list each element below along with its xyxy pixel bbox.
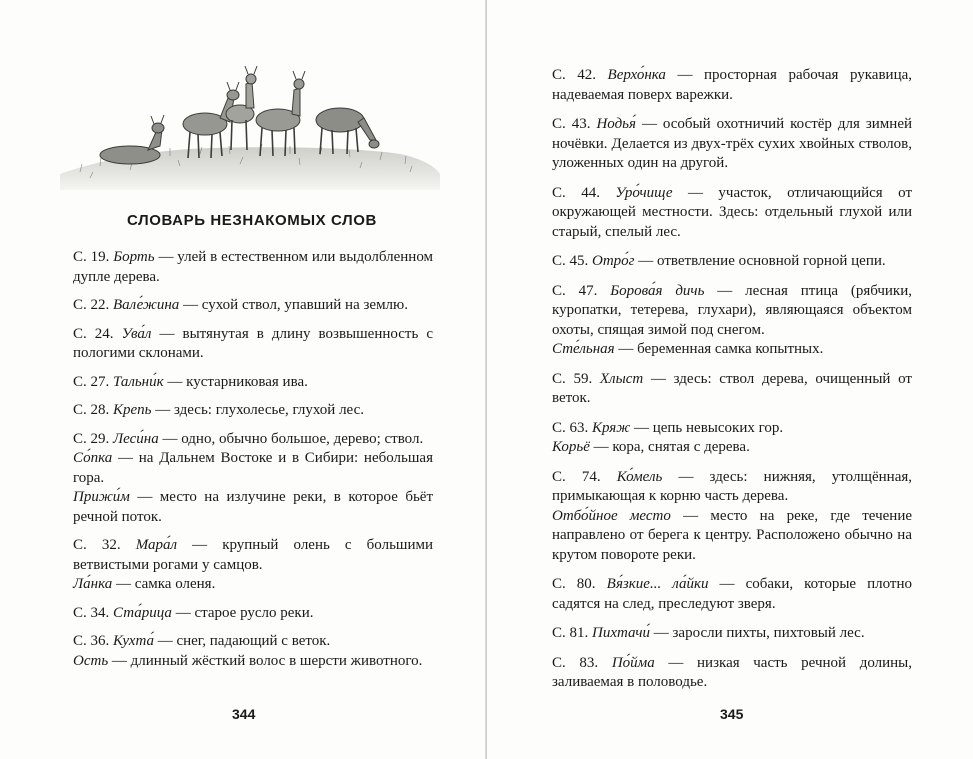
glossary-definition: — вытянутая в длину возвышенность с пологими склонами.	[73, 325, 433, 361]
page-reference: С. 32.	[73, 537, 121, 553]
glossary-entry	[73, 325, 433, 364]
page-reference: С. 34.	[73, 604, 110, 621]
glossary-entry	[552, 252, 912, 272]
glossary-term: Со́пка	[73, 450, 113, 466]
right-page	[487, 0, 973, 759]
glossary-entry	[73, 248, 433, 287]
deer-illustration	[60, 62, 440, 190]
glossary-definition: — здесь: нижняя, утолщённая, примыкающая к корню часть дерева.	[552, 468, 912, 504]
page-reference: С. 43.	[552, 116, 591, 132]
glossary-term: Ко́мель	[616, 468, 663, 485]
glossary-sub-entry	[73, 652, 433, 672]
glossary-sub-entry	[73, 575, 433, 595]
glossary-definition: — сухой ствол, упавший на землю.	[183, 297, 409, 313]
glossary-term: Ла́нка	[73, 576, 113, 592]
glossary-term: Нодья́	[596, 116, 636, 132]
glossary-definition: — самка оленя.	[116, 576, 216, 592]
glossary-entry	[552, 419, 912, 458]
glossary-definition: — цепь невысоких гор.	[633, 419, 784, 436]
right-entries	[552, 66, 912, 703]
glossary-definition: — особый охотничий костёр для зимней ночёвки. Делается из двух-трёх сухих хвойных стволов, уложенных один на другой.	[552, 116, 913, 171]
glossary-definition: — собаки, которые плотно садятся на след, преследуют зверя.	[552, 576, 913, 612]
glossary-term: Сте́льная	[552, 341, 615, 357]
glossary-term: Борова́я дичь	[610, 282, 705, 299]
glossary-heading: СЛОВАРЬ НЕЗНАКОМЫХ СЛОВ	[127, 212, 377, 229]
glossary-entry	[73, 430, 433, 528]
page-reference: С. 83.	[552, 654, 599, 671]
glossary-entry	[552, 66, 912, 105]
glossary-term: По́йма	[611, 654, 655, 671]
page-reference: С. 81.	[552, 625, 589, 641]
glossary-term: Леси́на	[113, 430, 159, 447]
glossary-entry	[73, 604, 433, 624]
left-entries	[73, 248, 433, 680]
glossary-term: Корьё	[552, 439, 590, 455]
glossary-term: Отбо́йное место	[552, 507, 671, 524]
page-reference: С. 45.	[552, 253, 589, 269]
page-number-right: 345	[720, 706, 744, 722]
glossary-definition: — беременная самка копытных.	[618, 341, 824, 357]
glossary-term: Хлыст	[599, 370, 644, 387]
glossary-entry	[73, 632, 433, 671]
glossary-entry	[552, 468, 912, 566]
glossary-entry	[73, 536, 433, 595]
page-reference: С. 47.	[552, 282, 598, 299]
glossary-term: Вя́зкие... ла́йки	[606, 576, 709, 592]
glossary-sub-entry	[552, 438, 912, 458]
page-reference: С. 28.	[73, 402, 110, 418]
page-reference: С. 63.	[552, 419, 589, 436]
glossary-definition: — здесь: глухолесье, глухой лес.	[155, 402, 364, 418]
glossary-entry	[73, 373, 433, 393]
glossary-term: Пихтачи́	[592, 625, 650, 641]
glossary-entry	[552, 575, 912, 614]
glossary-definition: — на Дальнем Востоке и в Сибири: небольшая гора.	[73, 450, 433, 486]
glossary-definition: — место на реке, где течение направлено от берега к центру. Расположено обычно на крутом повороте реки.	[552, 507, 913, 563]
glossary-entry	[552, 624, 912, 644]
page-number-left: 344	[232, 706, 256, 722]
glossary-entry	[552, 184, 912, 243]
glossary-entry	[552, 115, 912, 174]
glossary-term: Отро́г	[592, 253, 635, 269]
glossary-sub-entry	[73, 449, 433, 488]
glossary-sub-entry	[552, 340, 912, 360]
glossary-term: Крепь	[113, 402, 152, 418]
glossary-definition: — улей в естественном или выдолбленном дупле дерева.	[73, 249, 434, 285]
glossary-term: Мара́л	[135, 537, 178, 553]
page-reference: С. 29.	[73, 430, 110, 447]
glossary-definition: — просторная рабочая рукавица, надеваемая поверх варежки.	[552, 67, 913, 103]
glossary-entry	[552, 282, 912, 360]
glossary-entry	[73, 401, 433, 421]
glossary-definition: — снег, падающий с веток.	[157, 633, 331, 649]
glossary-definition: — ответвление основной горной цепи.	[638, 253, 886, 269]
page-reference: С. 74.	[552, 468, 601, 485]
page-reference: С. 19.	[73, 249, 110, 265]
glossary-term: Кухта́	[113, 633, 154, 649]
page-reference: С. 22.	[73, 297, 110, 313]
page-reference: С. 24.	[73, 325, 114, 342]
glossary-definition: — низкая часть речной долины, заливаемая в половодье.	[552, 654, 913, 690]
glossary-term: Тальни́к	[113, 373, 164, 390]
glossary-definition: — участок, отличающийся от окружающей местности. Здесь: отдельный глухой или старый, спелый лес.	[552, 184, 912, 240]
glossary-definition: — место на излучине реки, в которое бьёт речной поток.	[73, 489, 434, 525]
glossary-definition: — одно, обычно большое, дерево; ствол.	[162, 430, 424, 447]
page-reference: С. 80.	[552, 576, 596, 592]
glossary-term: Кряж	[592, 419, 631, 436]
glossary-term: Верхо́нка	[607, 67, 666, 83]
page-reference: С. 36.	[73, 633, 110, 649]
glossary-definition: — крупный олень с большими ветвистыми рогами у самцов.	[73, 537, 434, 573]
glossary-definition: — старое русло реки.	[175, 604, 314, 621]
glossary-entry	[552, 654, 912, 693]
glossary-term: Ста́рица	[113, 604, 172, 621]
glossary-definition: — заросли пихты, пихтовый лес.	[653, 625, 865, 641]
glossary-sub-entry	[552, 507, 912, 566]
glossary-term: Ость	[73, 652, 109, 669]
glossary-term: Уро́чище	[615, 184, 673, 201]
page-reference: С. 59.	[552, 370, 593, 387]
glossary-definition: — лесная птица (рябчики, куропатки, тетерева, глухари), являющаяся объектом охоты, спящая зимой под снегом.	[552, 282, 912, 338]
glossary-entry	[552, 370, 912, 409]
page-reference: С. 42.	[552, 67, 597, 83]
glossary-sub-entry	[73, 488, 433, 527]
glossary-term: Ува́л	[121, 325, 152, 342]
page-reference: С. 44.	[552, 184, 600, 201]
page-reference: С. 27.	[73, 373, 110, 390]
glossary-definition: — длинный жёсткий волос в шерсти животного.	[111, 652, 423, 669]
glossary-term: Прижи́м	[73, 489, 130, 505]
glossary-term: Борть	[113, 249, 155, 265]
glossary-term: Вале́жина	[113, 297, 180, 313]
glossary-definition: — кустарниковая ива.	[167, 373, 308, 390]
glossary-entry	[73, 296, 433, 316]
glossary-definition: — здесь: ствол дерева, очищенный от веток.	[552, 370, 912, 406]
glossary-definition: — кора, снятая с дерева.	[593, 439, 750, 455]
